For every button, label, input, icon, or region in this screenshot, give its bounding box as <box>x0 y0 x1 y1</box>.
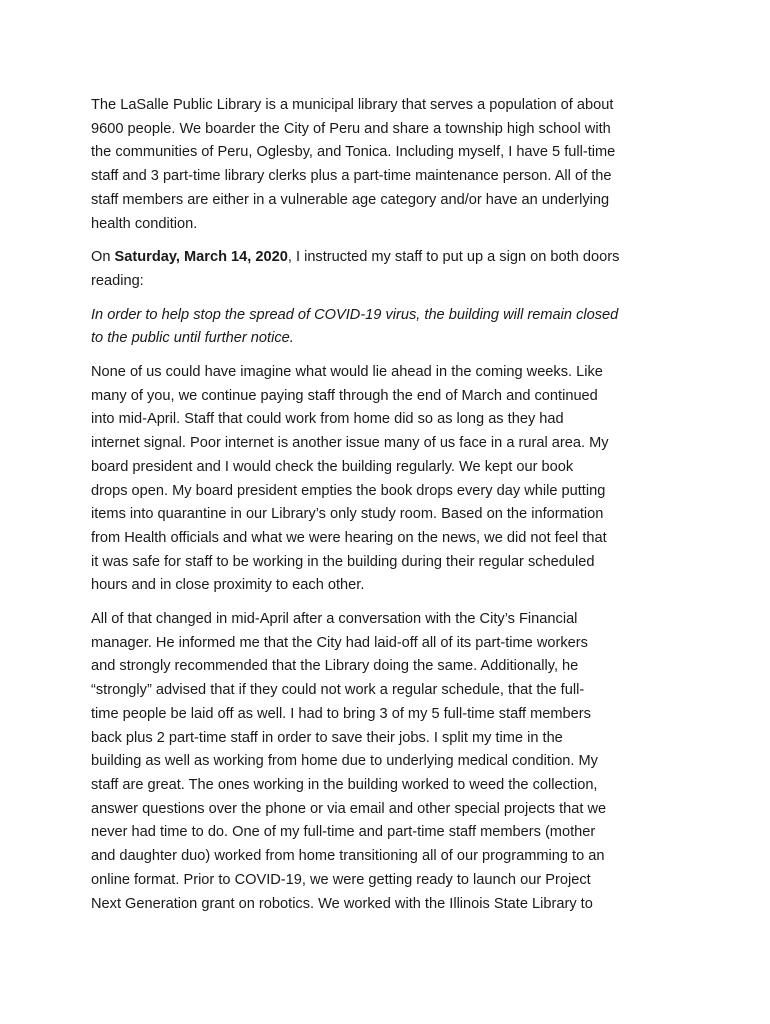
text-line: All of that changed in mid-April after a conversation with the City’s Financial <box>91 611 578 628</box>
text-line: In order to help stop the spread of COVID-19 virus, the building will remain closed <box>91 306 619 323</box>
text-line: reading: <box>91 272 144 289</box>
text-line: and daughter duo) worked from home transitioning all of our programming to an <box>91 848 605 865</box>
text-line: to the public until further notice. <box>91 330 294 347</box>
text-line: The LaSalle Public Library is a municipal library that serves a population of about <box>91 97 614 113</box>
paragraph-library-overview <box>91 94 685 236</box>
text-line: manager. He informed me that the City had laid-off all of its part-time workers <box>91 634 588 651</box>
text-line: board president and I would check the building regularly. We kept our book <box>91 458 574 475</box>
text-line: many of you, we continue paying staff through the end of March and continued <box>91 387 598 404</box>
text-line: drops open. My board president empties the book drops every day while putting <box>91 482 606 499</box>
text-line: Next Generation grant on robotics. We worked with the Illinois State Library to <box>91 895 593 912</box>
text-line: and strongly recommended that the Library doing the same. Additionally, he <box>91 658 579 675</box>
text-line: time people be laid off as well. I had to bring 3 of my 5 full-time staff members <box>91 705 591 722</box>
text-line: “strongly” advised that if they could not work a regular schedule, that the full- <box>91 682 585 699</box>
text-fragment: , I instructed my staff to put up a sign on both doors <box>287 249 620 266</box>
text-fragment: On <box>91 249 115 266</box>
text-line: None of us could have imagine what would lie ahead in the coming weeks. Like <box>91 364 603 381</box>
paragraph-early-weeks <box>91 361 685 598</box>
paragraph-mid-april-changes <box>91 608 685 916</box>
text-line: staff and 3 part-time library clerks plus a part-time maintenance person. All of the <box>91 168 612 185</box>
text-line: items into quarantine in our Library’s only study room. Based on the information <box>91 506 604 523</box>
text-line: internet signal. Poor internet is another issue many of us face in a rural area. My <box>91 435 609 452</box>
text-line: it was safe for staff to be working in the building during their regular scheduled <box>91 553 595 570</box>
paragraph-sign-notice <box>91 304 685 351</box>
text-line: from Health officials and what we were hearing on the news, we did not feel that <box>91 529 607 546</box>
text-line: hours and in close proximity to each other. <box>91 577 365 594</box>
text-line <box>91 246 685 270</box>
text-line: the communities of Peru, Oglesby, and Tonica. Including myself, I have 5 full-time <box>91 144 616 161</box>
paragraph-closure-date <box>91 246 685 293</box>
closure-date: Saturday, March 14, 2020 <box>114 249 288 266</box>
text-line: staff members are either in a vulnerable age category and/or have an underlying <box>91 191 610 208</box>
text-line: into mid-April. Staff that could work from home did so as long as they had <box>91 411 564 428</box>
text-line: online format. Prior to COVID-19, we were getting ready to launch our Project <box>91 871 591 888</box>
text-line: staff are great. The ones working in the building worked to weed the collection, <box>91 776 598 793</box>
document-body <box>91 94 685 926</box>
text-line: building as well as working from home due to underlying medical condition. My <box>91 753 598 770</box>
text-line: answer questions over the phone or via email and other special projects that we <box>91 800 607 817</box>
text-line: health condition. <box>91 215 198 232</box>
text-line: never had time to do. One of my full-time and part-time staff members (mother <box>91 824 596 841</box>
text-line: back plus 2 part-time staff in order to save their jobs. I split my time in the <box>91 729 563 746</box>
text-line: 9600 people. We boarder the City of Peru and share a township high school with <box>91 120 611 137</box>
